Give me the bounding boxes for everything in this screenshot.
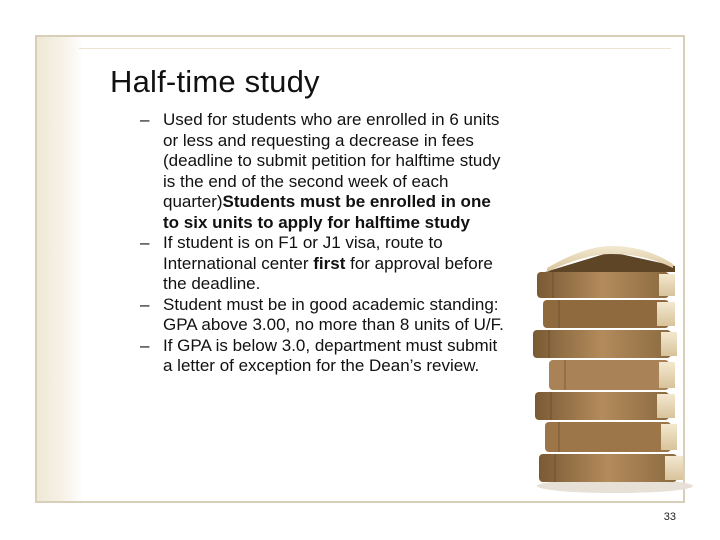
- frame-top-rule: [79, 48, 671, 49]
- bullet-bold-text: Students must be enrolled in one to six units to apply for halftime study: [163, 192, 491, 232]
- bullet-text: Student must be in good academic standing: GPA above 3.00, no more than 8 units of U/F.: [163, 294, 504, 334]
- bullet-text: If student is on F1 or J1 visa, route to International center: [163, 233, 443, 273]
- bullet-list: [140, 110, 510, 377]
- slide-title: Half-time study: [110, 64, 320, 99]
- bullet-dash: –: [140, 335, 150, 355]
- bullet-item: [140, 336, 510, 377]
- bullet-dash: –: [140, 233, 150, 252]
- bullet-text: Used for students who are enrolled in 6 units or less and requesting a decrease in fees (deadline to submit petition for halftime study is the end of the second week of each quarter): [163, 110, 501, 211]
- books-stack-image: [525, 232, 693, 494]
- bullet-text: for approval before the deadline.: [163, 253, 493, 293]
- bullet-dash: –: [140, 294, 150, 314]
- bullet-item: [140, 233, 510, 295]
- bullet-text: If GPA is below 3.0, department must submit a letter of exception for the Dean’s review.: [163, 335, 498, 375]
- bullet-item: [140, 110, 510, 233]
- page-number: 33: [663, 511, 676, 523]
- bullet-dash: –: [140, 110, 150, 129]
- bullet-bold-text: first: [313, 253, 346, 273]
- bullet-item: [140, 295, 510, 336]
